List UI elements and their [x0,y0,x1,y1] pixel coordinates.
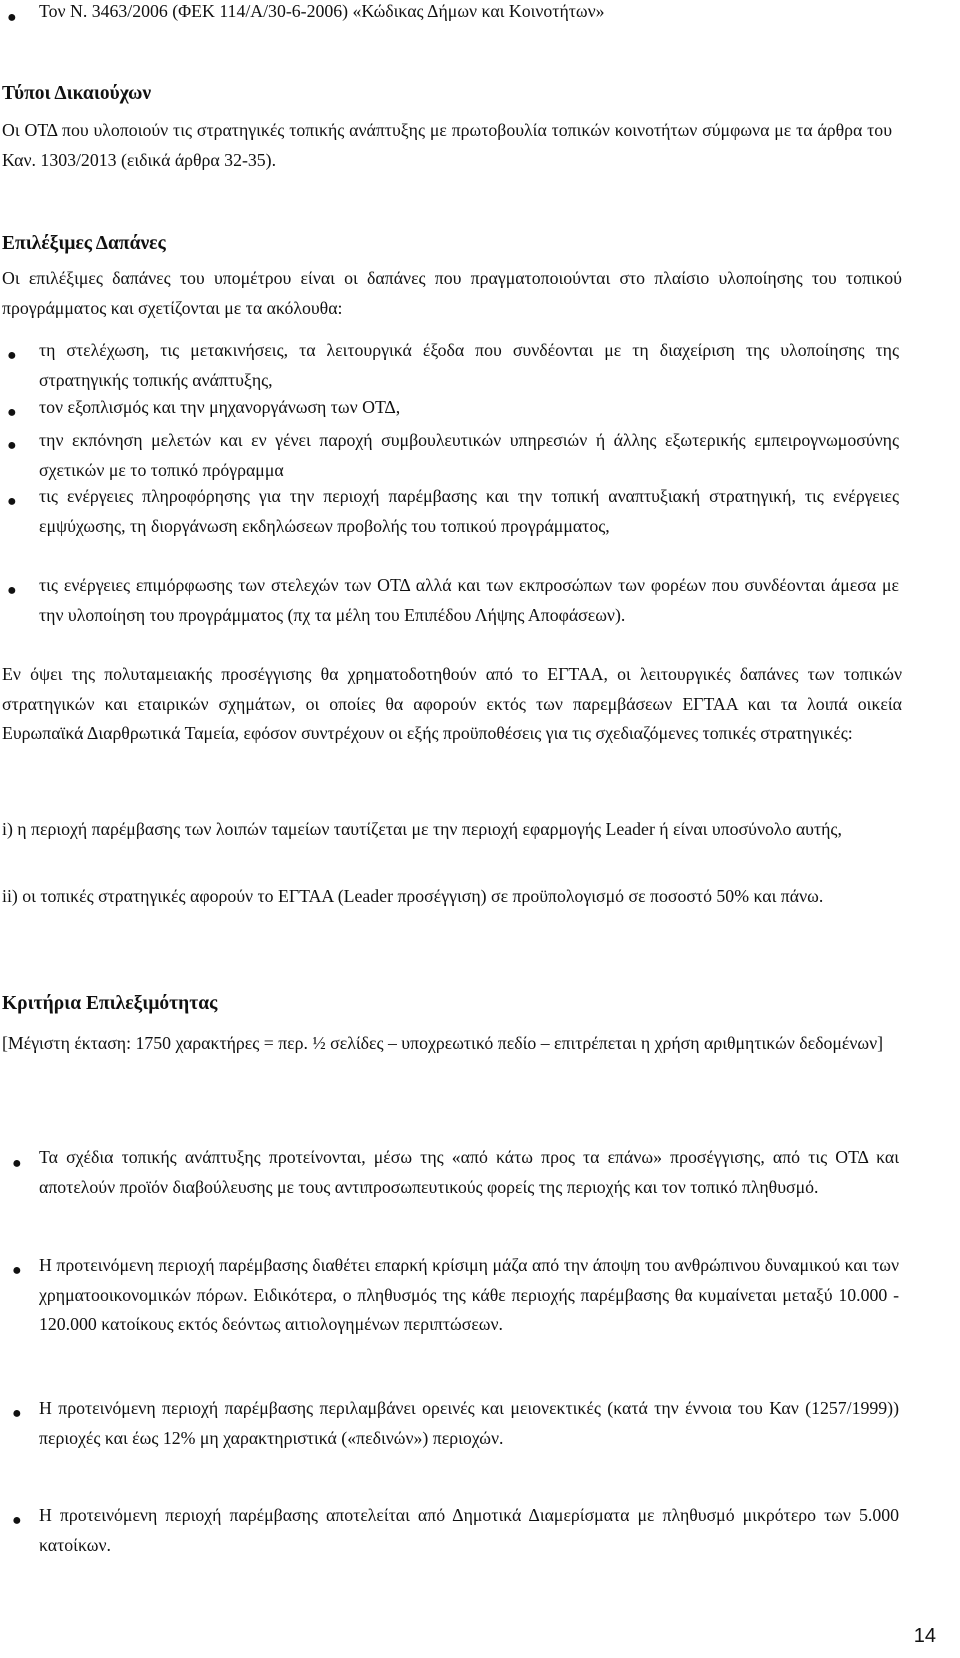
criteria-bullet-2-marker: ● [12,1262,22,1279]
top-bullet-marker: ● [7,9,17,26]
criteria-bullet-4-marker: ● [12,1512,22,1529]
criteria-bullet-3: Η προτεινόμενη περιοχή παρέμβασης περιλαμβάνει ορεινές και μειονεκτικές (κατά την έννοια του Καν (1257/1999)) περιοχές και έως 12% μη χαρακτηριστικά («πεδινών») περιοχών. [39,1398,899,1448]
top-bullet-text: Τον Ν. 3463/2006 (ΦΕΚ 114/Α/30-6-2006) «Κώδικας Δήμων και Κοινοτήτων» [39,1,605,21]
criteria-bullet-3-marker: ● [12,1405,22,1422]
expense-bullet-1: τη στελέχωση, τις μετακινήσεις, τα λειτουργικά έξοδα που συνδέονται με τη διαχείριση της υλοποίησης της στρατηγικής τοπικής ανάπτυξης, [39,340,899,390]
expense-bullet-1-marker: ● [7,347,17,364]
expense-bullet-3: την εκπόνηση μελετών και εν γένει παροχή συμβουλευτικών υπηρεσιών ή άλλης εξωτερικής εμπειρογνωμοσύνης σχετικών με το τοπικό πρόγραμμα [39,430,899,480]
expense-bullet-2: τον εξοπλισμός και την μηχανοργάνωση των ΟΤΔ, [39,397,401,417]
criteria-bullet-2: Η προτεινόμενη περιοχή παρέμβασης διαθέτει επαρκή κρίσιμη μάζα από την άποψη του ανθρώπινου δυναμικού και των χρηματοοικονομικών πόρων. Ειδικότερα, ο πληθυσμός της κάθε περιοχής παρέμβασης θα κυμαίνεται μεταξύ 10.000 - 120.000 κατοίκους εκτός δεόντως αιτιολογημένων περιπτώσεων. [39,1255,899,1334]
beneficiaries-text: Οι ΟΤΔ που υλοποιούν τις στρατηγικές τοπικής ανάπτυξης με πρωτοβουλία τοπικών κοινοτήτων σύμφωνα με τα άρθρα του Καν. 1303/2013 (ειδικά άρθρα 32-35). [2,120,892,170]
expense-bullet-5: τις ενέργειες επιμόρφωσης των στελεχών των ΟΤΔ αλλά και των εκπροσώπων των φορέων που συνδέονται άμεσα με την υλοποίηση του προγράμματος (πχ τα μέλη του Επιπέδου Λήψης Αποφάσεων). [39,575,899,625]
beneficiaries-heading: Τύποι Δικαιούχων [2,83,152,104]
expense-bullet-4-marker: ● [7,493,17,510]
expense-bullet-3-marker: ● [7,437,17,454]
expenses-heading: Επιλέξιμες Δαπάνες [2,233,166,254]
expenses-paragraph-1: Εν όψει της πολυταμειακής προσέγγισης θα χρηματοδοτηθούν από το ΕΓΤΑΑ, οι λειτουργικές δαπάνες των τοπικών στρατηγικών και εταιρικών σχημάτων, οι οποίες θα αφορούν εκτός των παρεμβάσεων ΕΓΤΑΑ και τα λοιπά οικεία Ευρωπαϊκά Διαρθρωτικά Ταμεία, εφόσον συντρέχουν οι εξής προϋποθέσεις για τις σχεδιαζόμενες τοπικές στρατηγικές: [2,664,902,743]
page-number: 14 [913,1625,936,1647]
expenses-paragraph-2: i) η περιοχή παρέμβασης των λοιπών ταμείων ταυτίζεται με την περιοχή εφαρμογής Leader ή είναι υποσύνολο αυτής, [2,819,842,839]
expenses-paragraph-3: ii) οι τοπικές στρατηγικές αφορούν το ΕΓΤΑΑ (Leader προσέγγιση) σε προϋπολογισμό σε ποσοστό 50% και πάνω. [2,886,824,906]
criteria-note: [Μέγιστη έκταση: 1750 χαρακτήρες = περ. ½ σελίδες – υποχρεωτικό πεδίο – επιτρέπεται η χρήση αριθμητικών δεδομένων] [2,1033,884,1053]
expense-bullet-2-marker: ● [7,404,17,421]
expense-bullet-5-marker: ● [7,582,17,599]
expense-bullet-4: τις ενέργειες πληροφόρησης για την περιοχή παρέμβασης και την τοπική αναπτυξιακή στρατηγική, τις ενέργειες εμψύχωσης, τη διοργάνωση εκδηλώσεων προβολής του τοπικού προγράμματος, [39,486,899,536]
expenses-intro: Οι επιλέξιμες δαπάνες του υπομέτρου είναι οι δαπάνες που πραγματοποιούνται στο πλαίσιο υλοποίησης του τοπικού προγράμματος και σχετίζονται με τα ακόλουθα: [2,268,902,318]
criteria-bullet-1: Τα σχέδια τοπικής ανάπτυξης προτείνονται, μέσω της «από κάτω προς τα επάνω» προσέγγισης, από τις ΟΤΔ και αποτελούν προϊόν διαβούλευσης με τους αντιπροσωπευτικούς φορείς της περιοχής και τον τοπικό πληθυσμό. [39,1147,899,1197]
criteria-bullet-1-marker: ● [12,1155,22,1172]
criteria-bullet-4: Η προτεινόμενη περιοχή παρέμβασης αποτελείται από Δημοτικά Διαμερίσματα με πληθυσμό μικρότερο των 5.000 κατοίκων. [39,1505,899,1555]
criteria-heading: Κριτήρια Επιλεξιμότητας [2,993,218,1014]
